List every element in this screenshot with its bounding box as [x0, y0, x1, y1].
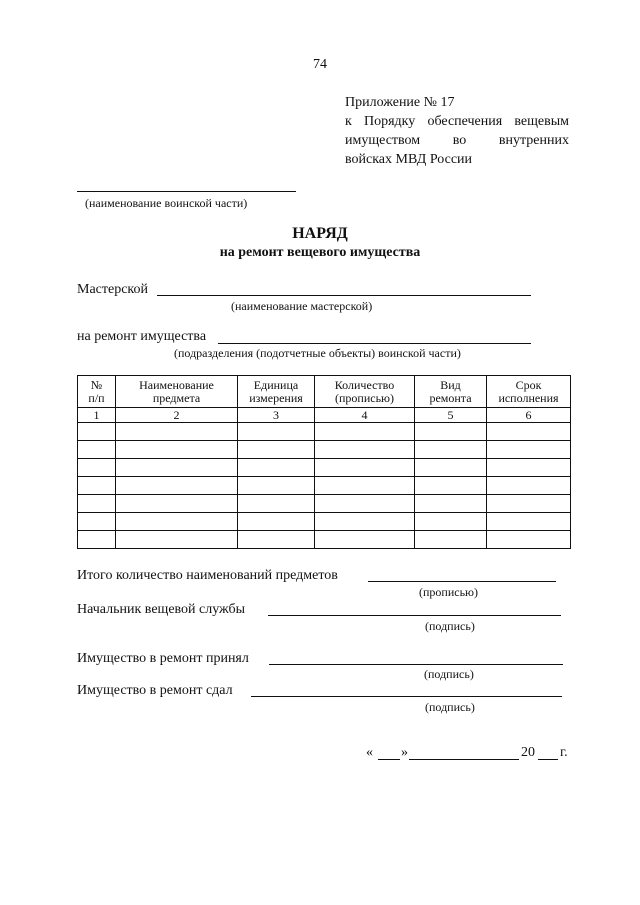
- date-year-line[interactable]: [538, 759, 558, 760]
- table-row: [78, 459, 571, 477]
- unit-name-caption: (наименование воинской части): [85, 196, 248, 210]
- column-number: 3: [238, 408, 315, 423]
- appendix-line-4: войсках МВД России: [345, 152, 473, 167]
- col-header-deadline: Срок исполнения: [487, 376, 571, 408]
- table-cell[interactable]: [116, 495, 238, 513]
- table-cell[interactable]: [487, 423, 571, 441]
- table-row: [78, 513, 571, 531]
- repair-caption: (подразделения (подотчетные объекты) воинской части): [174, 346, 461, 360]
- table-cell[interactable]: [315, 495, 415, 513]
- appendix-note: [345, 93, 569, 169]
- table-cell[interactable]: [487, 459, 571, 477]
- unit-name-line[interactable]: [77, 191, 296, 192]
- table-cell[interactable]: [415, 423, 487, 441]
- date-open-quote: «: [366, 745, 373, 760]
- table-cell[interactable]: [116, 477, 238, 495]
- items-table: [77, 375, 571, 549]
- handed-signature-caption: (подпись): [425, 700, 475, 714]
- total-label: Итого количество наименований предметов: [77, 568, 338, 583]
- workshop-line[interactable]: [157, 295, 531, 296]
- table-cell[interactable]: [315, 477, 415, 495]
- table-cell[interactable]: [315, 531, 415, 549]
- handed-signature-line[interactable]: [251, 696, 562, 697]
- table-row: [78, 423, 571, 441]
- accepted-signature-caption: (подпись): [424, 667, 474, 681]
- table-row: [78, 441, 571, 459]
- table-cell[interactable]: [116, 531, 238, 549]
- table-cell[interactable]: [315, 513, 415, 531]
- page-number: 74: [313, 57, 327, 72]
- table-cell[interactable]: [78, 495, 116, 513]
- repair-label: на ремонт имущества: [77, 329, 207, 344]
- table-cell[interactable]: [415, 531, 487, 549]
- appendix-line-3: имуществом во внутренних: [345, 133, 569, 148]
- col-header-unit: Единица измерения: [238, 376, 315, 408]
- table-cell[interactable]: [415, 441, 487, 459]
- date-year-suffix: г.: [560, 745, 568, 760]
- table-cell[interactable]: [238, 477, 315, 495]
- table-cell[interactable]: [415, 477, 487, 495]
- table-cell[interactable]: [238, 531, 315, 549]
- column-number-row: [78, 408, 571, 423]
- table-cell[interactable]: [487, 531, 571, 549]
- table-cell[interactable]: [487, 513, 571, 531]
- table-cell[interactable]: [487, 441, 571, 459]
- col-header-repair-type: Вид ремонта: [415, 376, 487, 408]
- table-cell[interactable]: [487, 477, 571, 495]
- accepted-label: Имущество в ремонт принял: [77, 651, 249, 666]
- column-number: 1: [78, 408, 116, 423]
- col-header-item-name: Наименование предмета: [116, 376, 238, 408]
- table-cell[interactable]: [116, 513, 238, 531]
- table-cell[interactable]: [415, 495, 487, 513]
- col-header-quantity: Количество (прописью): [315, 376, 415, 408]
- column-number: 5: [415, 408, 487, 423]
- document-subtitle: на ремонт вещевого имущества: [219, 245, 421, 260]
- table-cell[interactable]: [238, 459, 315, 477]
- table-cell[interactable]: [315, 441, 415, 459]
- table-cell[interactable]: [238, 441, 315, 459]
- workshop-label: Мастерской: [77, 282, 149, 297]
- column-number: 4: [315, 408, 415, 423]
- table-cell[interactable]: [487, 495, 571, 513]
- date-close-quote: »: [401, 745, 408, 760]
- table-cell[interactable]: [78, 441, 116, 459]
- table-cell[interactable]: [415, 459, 487, 477]
- table-row: [78, 531, 571, 549]
- date-year-prefix: 20: [521, 745, 535, 760]
- table-cell[interactable]: [315, 423, 415, 441]
- chief-label: Начальник вещевой службы: [77, 602, 246, 617]
- table-cell[interactable]: [78, 477, 116, 495]
- table-cell[interactable]: [78, 459, 116, 477]
- table-cell[interactable]: [415, 513, 487, 531]
- total-caption: (прописью): [419, 585, 479, 599]
- table-cell[interactable]: [78, 513, 116, 531]
- table-cell[interactable]: [238, 423, 315, 441]
- chief-signature-caption: (подпись): [425, 619, 475, 633]
- table-cell[interactable]: [238, 513, 315, 531]
- column-number: 2: [116, 408, 238, 423]
- table-cell[interactable]: [78, 423, 116, 441]
- table-cell[interactable]: [78, 531, 116, 549]
- table-cell[interactable]: [238, 495, 315, 513]
- appendix-line-1: Приложение № 17: [345, 95, 455, 110]
- date-month-line[interactable]: [409, 759, 519, 760]
- repair-line[interactable]: [218, 343, 531, 344]
- accepted-signature-line[interactable]: [269, 664, 563, 665]
- col-header-number: № п/п: [78, 376, 116, 408]
- table-cell[interactable]: [315, 459, 415, 477]
- date-day-line[interactable]: [378, 759, 400, 760]
- table-cell[interactable]: [116, 441, 238, 459]
- chief-signature-line[interactable]: [268, 615, 561, 616]
- table-row: [78, 477, 571, 495]
- empty-rows: [78, 423, 571, 549]
- table-cell[interactable]: [116, 423, 238, 441]
- table-row: [78, 495, 571, 513]
- document-title: НАРЯД: [292, 225, 348, 242]
- appendix-line-2: к Порядку обеспечения вещевым: [345, 114, 569, 129]
- column-number: 6: [487, 408, 571, 423]
- table-cell[interactable]: [116, 459, 238, 477]
- workshop-caption: (наименование мастерской): [231, 299, 373, 313]
- handed-label: Имущество в ремонт сдал: [77, 683, 233, 698]
- total-line[interactable]: [368, 581, 556, 582]
- table-header-row: [78, 376, 571, 408]
